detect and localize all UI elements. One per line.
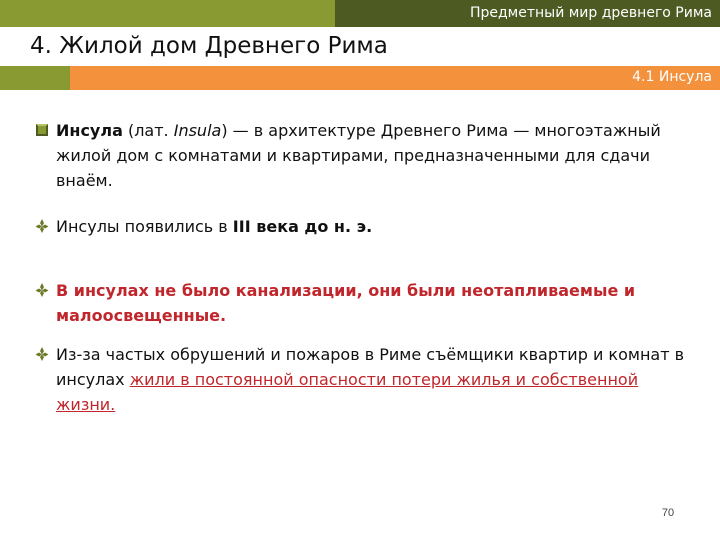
dangers-text: Из-за частых обрушений и пожаров в Риме съёмщики квартир и комнат в инсулах [56, 345, 685, 389]
bullet-dangers [56, 342, 696, 417]
definition-text: ) — в архитектуре Древнего Рима — многоэтажный жилой дом с комнатами и квартирами, предназначенными для сдачи внаём. [56, 121, 661, 190]
conditions-text: В инсулах не было канализации, они были неотапливаемые и малоосвещенные. [56, 281, 636, 325]
diamond-bullet-icon [34, 278, 52, 303]
top-bar-olive-segment [0, 0, 335, 27]
top-bar-dark-segment [335, 0, 720, 27]
square-bullet-icon [34, 118, 52, 143]
section-bar-olive-segment [0, 66, 70, 90]
section-label: 4.1 Инсула [632, 69, 712, 85]
dangers-link[interactable]: жили в постоянной опасности потери жилья и собственной жизни. [56, 370, 639, 414]
bullet-appearance [56, 214, 696, 239]
century-text: III века до н. э. [232, 217, 373, 236]
diamond-bullet-icon [34, 214, 52, 239]
bullet-conditions [56, 278, 696, 328]
bullet-insula-definition [56, 118, 696, 193]
course-title: Предметный мир древнего Рима [469, 5, 712, 21]
diamond-bullet-icon [34, 342, 52, 367]
section-bar [70, 66, 720, 90]
page-number: 70 [661, 507, 675, 519]
term-insula: Инсула [56, 121, 123, 140]
lat-word: Insula [173, 121, 222, 140]
lat-prefix: (лат. [122, 121, 174, 140]
slide-title: 4. Жилой дом Древнего Рима [30, 33, 388, 59]
appearance-text: Инсулы появились в [56, 217, 233, 236]
top-header-bar [0, 0, 720, 27]
